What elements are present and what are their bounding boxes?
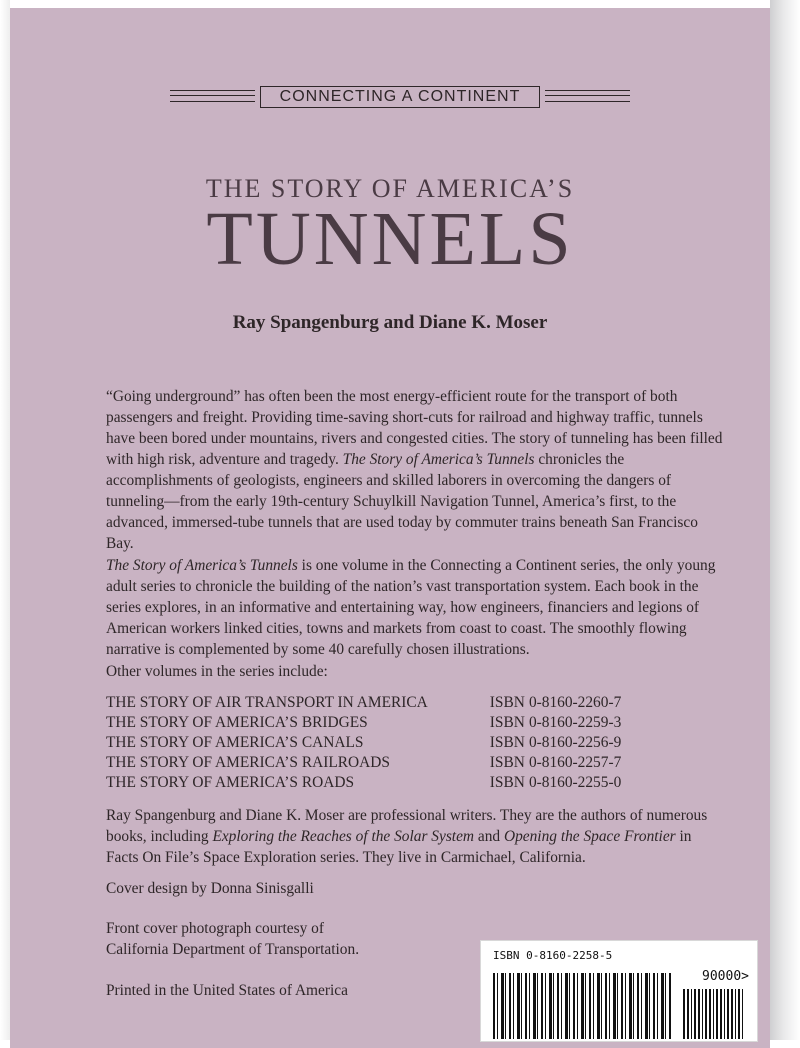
authors-bio	[106, 805, 726, 868]
list-item	[106, 733, 666, 753]
series-text: is one volume in the Connecting a Continent series, the only young adult series to chronicle the building of the nation’s vast transportation system. Each book in the series explores, in an informative and entertaining way, how engineers, financiers and legions of American workers linked cities, towns and markets from coast to coast. The smoothly flowing narrative is complemented by some 40 carefully chosen illustrations.	[106, 557, 716, 658]
list-item	[106, 773, 666, 793]
other-volumes-heading: Other volumes in the series include:	[106, 663, 328, 680]
isbn-label: ISBN	[489, 714, 525, 731]
series-paragraph	[106, 555, 726, 660]
desc-book-title: The Story of America’s Tunnels	[342, 451, 535, 468]
bio-book-title-2: Opening the Space Frontier	[503, 828, 676, 845]
volume-title: THE STORY OF AIR TRANSPORT IN AMERICA	[106, 694, 428, 711]
description-paragraph	[106, 386, 726, 554]
printed-in: Printed in the United States of America	[106, 982, 348, 999]
isbn-label: ISBN	[489, 694, 525, 711]
desc-text-1: “Going underground” has often been the most energy-efficient route for the transport of both passengers and freight. Providing time-saving short-cuts for railroad and highway traffic, tunnels have been bored under mountains, rivers and congested cities. The story of tunneling has been filled with high risk, adventure and tragedy.	[106, 388, 723, 468]
list-item	[106, 753, 666, 773]
photo-credit-line-2: California Department of Transportation.	[106, 941, 360, 958]
series-book-title: The Story of America’s Tunnels	[106, 557, 298, 574]
isbn-label: ISBN	[489, 734, 525, 751]
bio-text-3: in Facts On File’s Space Exploration series. They live in Carmichael, California.	[106, 828, 692, 866]
title-main: TUNNELS	[206, 197, 574, 281]
cover-design-credit: Cover design by Donna Sinisgalli	[106, 880, 314, 897]
title-line-1: THE STORY OF AMERICA’S	[205, 174, 575, 203]
bio-book-title-1: Exploring the Reaches of the Solar System	[212, 828, 475, 845]
volume-title: THE STORY OF AMERICA’S RAILROADS	[106, 754, 390, 771]
volume-title: THE STORY OF AMERICA’S BRIDGES	[106, 714, 368, 731]
authors: Ray Spangenburg and Diane K. Moser	[232, 312, 548, 333]
volume-isbn: 0-8160-2259-3	[528, 714, 622, 731]
barcode-isbn: ISBN 0-8160-2258-5	[493, 949, 613, 962]
page-right-edge	[770, 0, 800, 1040]
other-volumes-list	[106, 693, 666, 793]
series-name: CONNECTING A CONTINENT	[260, 86, 540, 108]
volume-isbn: 0-8160-2256-9	[528, 734, 622, 751]
volume-title: THE STORY OF AMERICA’S ROADS	[106, 774, 355, 791]
bio-text-2: and	[474, 828, 504, 845]
isbn-label: ISBN	[489, 774, 525, 791]
volume-isbn: 0-8160-2257-7	[528, 754, 622, 771]
banner-rule-left	[170, 90, 255, 102]
series-banner	[170, 86, 630, 108]
list-item	[106, 693, 666, 713]
banner-rule-right	[545, 90, 630, 102]
isbn-label: ISBN	[489, 754, 525, 771]
price-barcode-bars	[683, 989, 743, 1039]
volume-isbn: 0-8160-2260-7	[528, 694, 622, 711]
isbn-barcode	[480, 940, 758, 1042]
photo-credit-line-1: Front cover photograph courtesy of	[106, 920, 324, 937]
volume-title: THE STORY OF AMERICA’S CANALS	[106, 734, 364, 751]
barcode-bars	[493, 973, 673, 1039]
volume-isbn: 0-8160-2255-0	[528, 774, 622, 791]
list-item	[106, 713, 666, 733]
desc-text-2: chronicles the accomplishments of geologists, engineers and skilled laborers in overcoming the dangers of tunneling—from the early 19th-century Schuylkill Navigation Tunnel, America’s first, to the advanced, immersed-tube tunnels that are used today by commuter trains beneath San Francisco Bay.	[106, 451, 698, 552]
barcode-price-code: 90000>	[702, 969, 749, 984]
page-left-edge	[0, 0, 10, 1040]
bio-text-1: Ray Spangenburg and Diane K. Moser are professional writers. They are the authors of numerous books, including	[106, 807, 708, 845]
